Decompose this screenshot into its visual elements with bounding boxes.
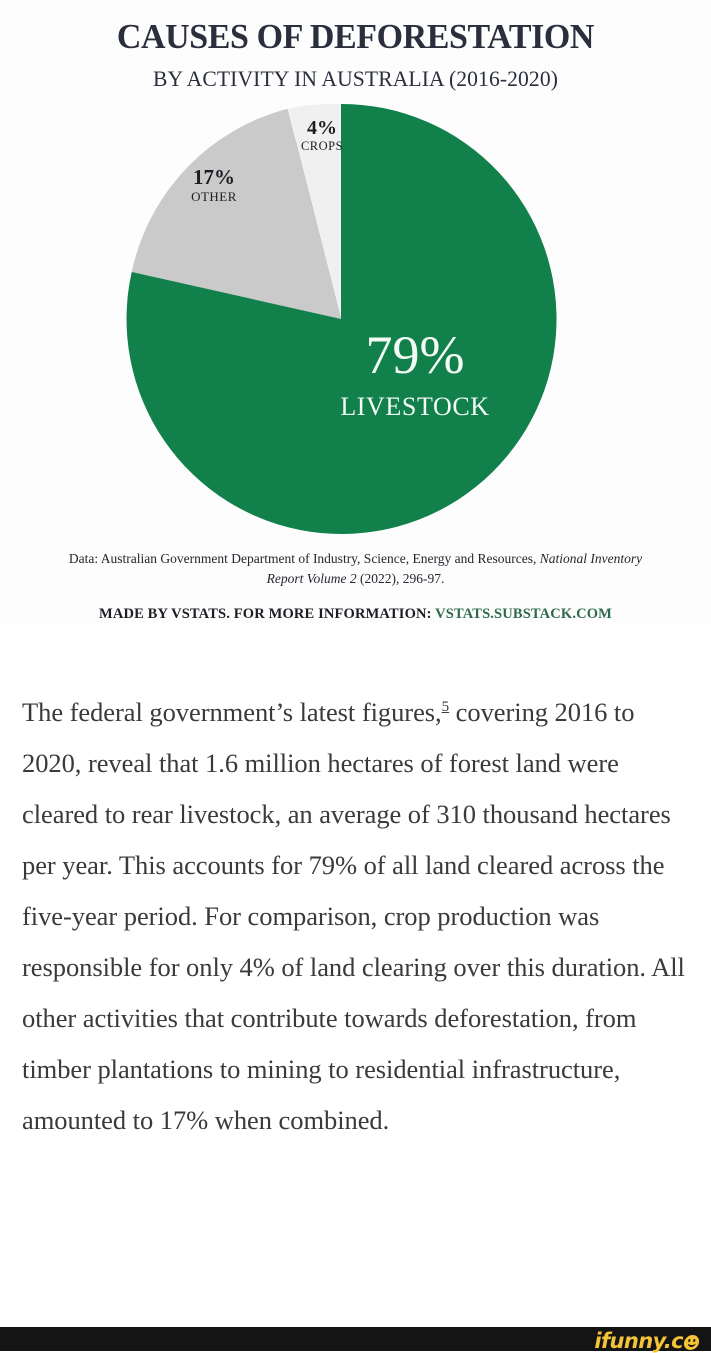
pie-chart [0, 95, 711, 547]
article-body [0, 623, 711, 1146]
source-suffix: (2022), 296-97. [360, 570, 445, 586]
source-title-italic: National Inventory Report Volume 2 [266, 551, 643, 586]
pie-label-other-name: OTHER [190, 189, 237, 205]
source-prefix: Data: Australian Government Department of Industry, Science, Energy and Resources, [68, 551, 537, 567]
infographic-card [0, 0, 711, 623]
page-title: CAUSES OF DEFORESTATION [116, 17, 595, 56]
pie-label-crops-name: CROPS [300, 139, 343, 154]
paragraph-text-first: The federal government’s latest figures, [22, 696, 442, 727]
watermark-text: ifunny.c [594, 1329, 683, 1353]
paragraph-text-rest: covering 2016 to 2020, reveal that 1.6 million hectares of forest land were cleared to rear livestock, an average of 310 thousand hectares per year. This accounts for 79% of all land cleared across the five-year period. For comparison, crop production was responsible for only 4% of land clearing over this duration. All other activities that contribute towards deforestation, from timber plantations to mining to residential infrastructure, amounted to 17% when combined. [22, 696, 685, 1135]
pie-chart-svg [126, 95, 586, 547]
pie-label-livestock-name: LIVESTOCK [339, 392, 490, 422]
smiley-face-icon [683, 1335, 700, 1350]
pie-label-crops-percent: 4% [306, 117, 337, 140]
credit-line [0, 606, 711, 623]
page-subtitle: BY ACTIVITY IN AUSTRALIA (2016-2020) [152, 65, 559, 91]
source-citation [51, 549, 661, 588]
watermark-bar [0, 1327, 711, 1351]
article-paragraph [22, 687, 693, 1146]
footnote-reference-link[interactable]: 5 [441, 698, 450, 715]
credit-text: MADE BY VSTATS. FOR MORE INFORMATION: [98, 605, 432, 622]
credit-url-link[interactable]: VSTATS.SUBSTACK.COM [435, 605, 613, 622]
pie-label-livestock-percent: 79% [365, 325, 464, 386]
pie-label-other-percent: 17% [192, 165, 235, 190]
ifunny-watermark [594, 1331, 699, 1352]
